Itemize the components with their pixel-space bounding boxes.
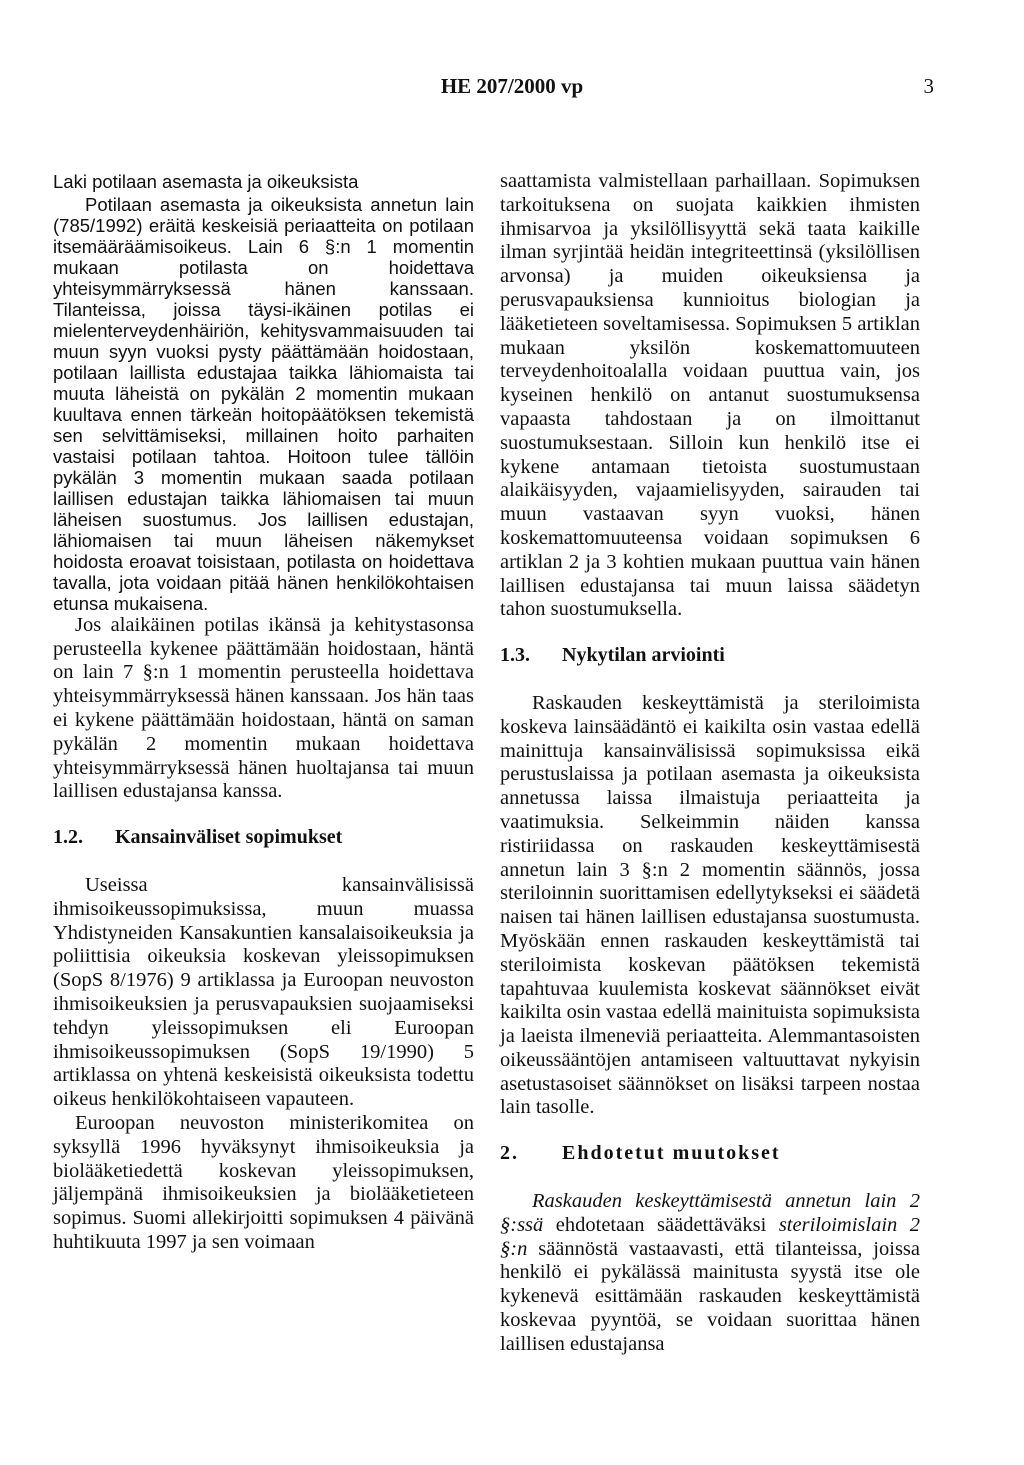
section-heading-2: [500, 1142, 920, 1166]
law-reference-italic: steriloimislain 2 §:n: [500, 1213, 920, 1260]
text-segment: ehdotetaan säädettäväksi: [543, 1213, 779, 1236]
paragraph-current-state-evaluation: Raskauden keskeyttämistä ja steriloimista koskeva lainsäädäntö ei kaikilta osin vastaa edellä mainittuja kansainvälisissä sopimuksissa eikä perustuslaissa ja potilaan asemasta ja oikeuksista annetussa laissa ilmaistuja periaatteita ja vaatimuksia. Selkeimmin näiden kanssa ristiriidassa on raskauden keskeyttämisestä annetun lain 3 §:n 2 momentin säännös, jossa steriloinnin suorittamisen edellytykseksi ei säädetä naisen tai hänen laillisen edustajansa suostumusta. Myöskään ennen raskauden keskeyttämistä tai steriloimista koskevan päätöksen tekemistä tapahtuvaa kuulemista koskevat säännökset eivät kaikilta osin vastaa edellä mainituista sopimuksista ja laeista ilmeneviä periaatteita. Alemmantasoisten oikeussääntöjen antamiseen valtuuttavat nykyisin asetustasoiset säännökset on lisäksi tarpeen nostaa lain tasolle.: [500, 691, 920, 1119]
law-heading: Laki potilaan asemasta ja oikeuksista: [53, 171, 359, 192]
left-column: [53, 170, 474, 1255]
section-number: 2.: [500, 1142, 519, 1165]
law-reference-italic: Raskauden keskeyttämisestä annetun lain 2 §:ssä: [500, 1190, 920, 1236]
running-header: [0, 74, 1024, 104]
paragraph-continuation: saattamista valmistellaan parhaillaan. Sopimuksen tarkoituksena on suojata kaikkien ihmisten ihmisarvoa ja yksilöllisyyttä sekä taata kaikille ilman syrjintää heidän integriteettinsä (yksilöllisen arvonsa) ja muiden oikeuksiensa ja perusvapauksiensa kunnioitus biologian ja lääketieteen soveltamisessa. Sopimuksen 5 artiklan mukaan yksilön koskemattomuuteen terveydenhoitoalalla voidaan puuttua vain, jos kyseinen henkilö on antanut suostumuksensa vapaasta tahdostaan ja on ilmoittanut suostumuksestaan. Silloin kun henkilö itse ei kykene antamaan tietoista suostumustaan alaikäisyyden, vajaamielisyyden, sairauden tai muun vastaavan syyn vuoksi, hänen koskemattomuuteensa voidaan sopimuksen 6 artiklan 2 ja 3 kohtien mukaan puuttua vain hänen laillisen edustajansa tai muun laissa säädetyn tahon suostumuksella.: [500, 170, 920, 621]
section-heading-1-2: [53, 826, 474, 850]
paragraph-international-treaties: Useissa kansainvälisissä ihmisoikeussopimuksissa, muun muassa Yhdistyneiden Kansakuntien kansalaisoikeuksia ja poliittisia oikeuksia koskevan yleissopimuksen (SopS 8/1976) 9 artiklassa ja Euroopan neuvoston ihmisoikeuksien ja perusvapauksien suojaamiseksi tehdyn yleissopimuksen eli Euroopan ihmisoikeussopimuksen (SopS 19/1990) 5 artiklassa on yhtenä keskeisistä oikeuksista todettu oikeus henkilökohtaiseen vapauteen.: [53, 873, 474, 1111]
section-title: Kansainväliset sopimukset: [115, 826, 343, 849]
section-title: Ehdotetut muutokset: [562, 1142, 781, 1165]
document-id: HE 207/2000 vp: [440, 74, 584, 98]
paragraph-patient-rights: Potilaan asemasta ja oikeuksista annetun lain (785/1992) eräitä keskeisiä periaatteita on potilaan itsemääräämisoikeus. Lain 6 §:n 1 momentin mukaan potilasta on hoidettava yhteisymmärryksessä hänen kanssaan. Tilanteissa, joissa täysi-ikäinen potilas ei mielenterveydenhäiriön, kehitysvammaisuuden tai muun syyn vuoksi pysty päättämään hoidostaan, potilaan laillista edustajaa taikka lähiomaista tai muuta läheistä on pykälän 2 momentin mukaan kuultava ennen tärkeän hoitopäätöksen tekemistä sen selvittämiseksi, millainen hoito parhaiten vastaisi potilaan tahtoa. Hoitoon tulee tällöin pykälän 3 momentin mukaan saada potilaan laillisen edustajan taikka lähiomaisen tai muun läheisen suostumus. Jos laillisen edustajan, lähiomaisen tai muun läheisen näkemykset hoidosta eroavat toisistaan, potilasta on hoidettava tavalla, jota voidaan pitää hänen henkilökohtaisen etunsa mukaisena.: [53, 193, 474, 614]
section-heading-1-3: [500, 644, 920, 668]
section-title: Nykytilan arviointi: [562, 644, 725, 667]
paragraph-proposed-changes: [500, 1190, 920, 1357]
paragraph-minor-patient: Jos alaikäinen potilas ikänsä ja kehitystasonsa perusteella kykenee päättämään hoidostaan, häntä on lain 7 §:n 1 momentin perusteella hoidettava yhteisymmärryksessä hänen kanssaan. Jos hän taas ei kykene päättämään hoidostaan, häntä on saman pykälän 2 momentin mukaan hoidettava yhteisymmärryksessä hänen huoltajansa tai muun laillisen edustajansa kanssa.: [53, 613, 474, 803]
text-segment: säännöstä vastaavasti, että tilanteissa, joissa henkilö ei pykälässä mainitusta syystä itse ole kykenevä esittämään raskauden keskeyttämistä koskevaa pyyntöä, se voidaan suorittaa hänen laillisen edustajansa: [500, 1237, 920, 1355]
right-column: [500, 170, 920, 1357]
section-number: 1.3.: [500, 644, 530, 667]
paragraph-council-of-europe: Euroopan neuvoston ministerikomitea on syksyllä 1996 hyväksynyt ihmisoikeuksia ja biolääketiedettä koskevan yleissopimuksen, jäljempänä ihmisoikeuksien ja biolääketieteen sopimus. Suomi allekirjoitti sopimuksen 4 päivänä huhtikuuta 1997 ja sen voimaan: [53, 1111, 474, 1253]
page-number: 3: [923, 74, 934, 98]
section-number: 1.2.: [53, 826, 83, 849]
